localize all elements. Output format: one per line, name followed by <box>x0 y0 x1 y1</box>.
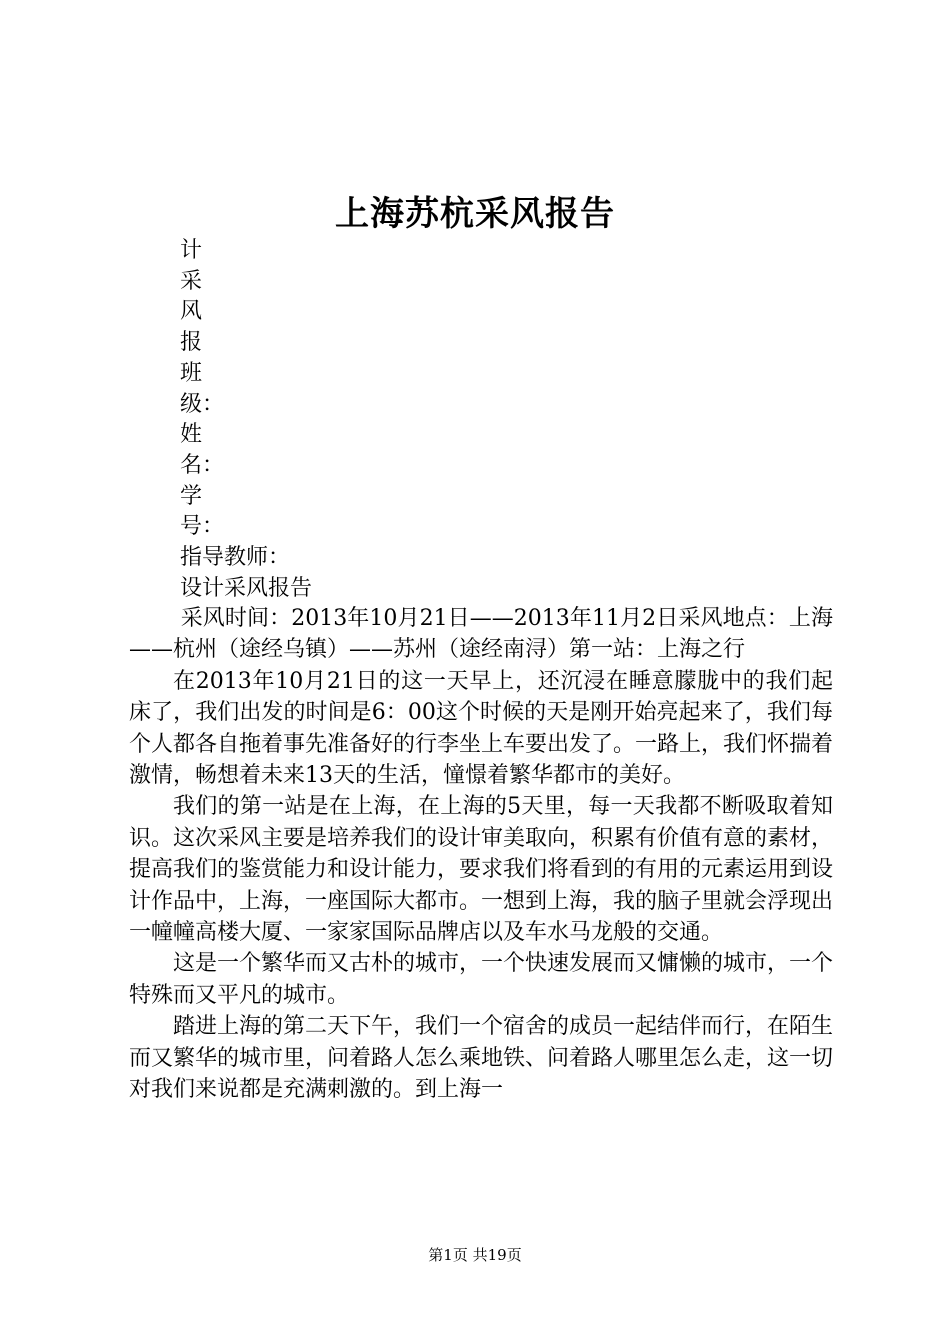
paragraph: 采风时间：2013年10月21日——2013年11月2日采风地点：上海——杭州（途经乌镇）——苏州（途经南浔）第一站：上海之行 <box>129 606 833 663</box>
vertical-line: 风 <box>180 299 203 325</box>
name-label: 名： <box>180 452 225 478</box>
vertical-line: 报 <box>180 330 203 356</box>
document-title: 上海苏杭采风报告 <box>335 194 615 234</box>
class-label: 班 <box>180 360 203 386</box>
name-label: 姓 <box>180 422 203 448</box>
document-body <box>129 603 833 1106</box>
student-id-label: 学 <box>180 483 203 509</box>
vertical-line: 采 <box>180 268 203 294</box>
paragraph: 踏进上海的第二天下午，我们一个宿舍的成员一起结伴而行，在陌生而又繁华的城市里，问着路人怎么乘地铁、问着路人哪里怎么走，这一切对我们来说都是充满刺激的。到上海一 <box>129 1014 834 1103</box>
paragraph: 在2013年10月21日的这一天早上，还沉浸在睡意朦胧中的我们起床了，我们出发的时间是6：00这个时候的天是刚开始亮起来了，我们每个人都各自拖着事先准备好的行李坐上车要出发了。一路上，我们怀揣着激情，畅想着未来13天的生活，憧憬着繁华都市的美好。 <box>129 668 834 789</box>
class-label: 级： <box>180 391 225 417</box>
subtitle-line: 设计采风报告 <box>180 575 313 601</box>
student-id-label: 号： <box>180 514 225 540</box>
paragraph: 我们的第一站是在上海，在上海的5天里，每一天我都不断吸取着知识。这次采风主要是培养我们的设计审美取向，积累有价值有意的素材，提高我们的鉴赏能力和设计能力，要求我们将看到的有用的元素运用到设计作品中，上海，一座国际大都市。一想到上海，我的脑子里就会浮现出一幢幢高楼大厦、一家家国际品牌店以及车水马龙般的交通。 <box>129 794 834 946</box>
paragraph: 这是一个繁华而又古朴的城市，一个快速发展而又慵懒的城市，一个特殊而又平凡的城市。 <box>129 951 834 1008</box>
advisor-label: 指导教师： <box>180 545 291 571</box>
page-footer: 第1页 共19页 <box>428 1246 522 1264</box>
vertical-text-column <box>180 236 312 604</box>
vertical-line: 计 <box>180 238 203 263</box>
